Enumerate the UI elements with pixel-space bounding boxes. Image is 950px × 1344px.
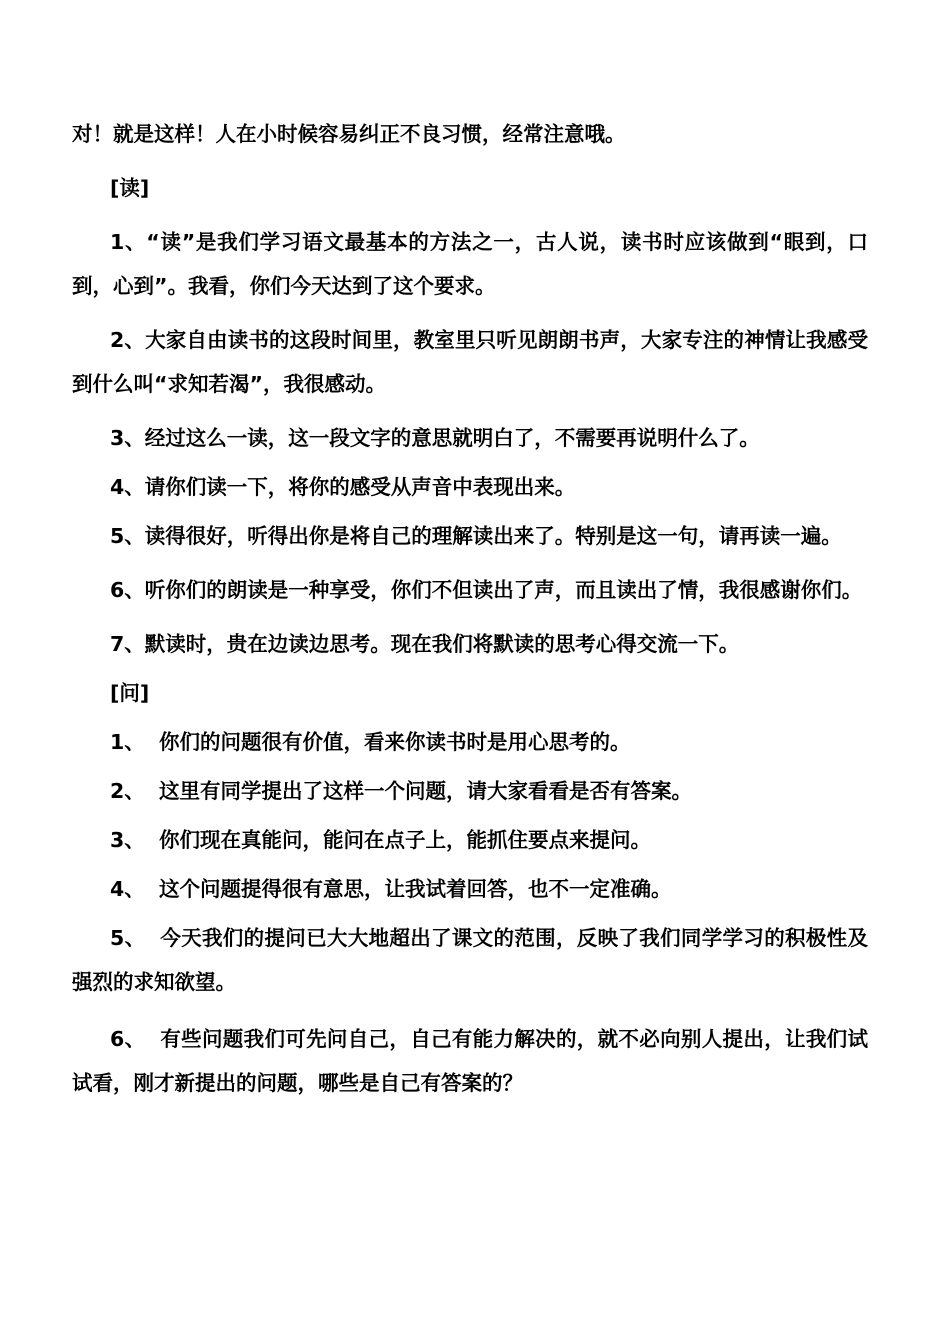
paragraph-read-2: 2、大家自由读书的这段时间里，教室里只听见朗朗书声，大家专注的神情让我感受到什么叫“求知若渴”，我很感动。 — [72, 328, 868, 396]
paragraph-ask-5: 5、 今天我们的提问已大大地超出了课文的范围，反映了我们同学学习的积极性及强烈的求知欲望。 — [72, 926, 868, 994]
paragraph-read-3: 3、经过这么一读，这一段文字的意思就明白了，不需要再说明什么了。 — [110, 426, 760, 450]
paragraph-read-4: 4、请你们读一下，将你的感受从声音中表现出来。 — [110, 475, 576, 499]
section-heading-read: [读] — [110, 176, 150, 200]
paragraph-intro: 对！就是这样！人在小时候容易纠正不良习惯，经常注意哦。 — [72, 122, 626, 146]
paragraph-ask-2: 2、 这里有同学提出了这样一个问题，请大家看看是否有答案。 — [110, 779, 693, 803]
paragraph-read-7: 7、默读时，贵在边读边思考。现在我们将默读的思考心得交流一下。 — [110, 632, 740, 656]
paragraph-read-6: 6、听你们的朗读是一种享受，你们不但读出了声，而且读出了情，我很感谢你们。 — [110, 578, 863, 602]
paragraph-ask-4: 4、 这个问题提得很有意思，让我试着回答，也不一定准确。 — [110, 877, 672, 901]
document-body — [72, 112, 868, 1105]
paragraph-ask-6: 6、 有些问题我们可先问自己，自己有能力解决的，就不必向别人提出，让我们试试看，刚才新提出的问题，哪些是自己有答案的？ — [72, 1027, 868, 1095]
section-heading-ask: [问] — [110, 681, 150, 705]
paragraph-ask-1: 1、 你们的问题很有价值，看来你读书时是用心思考的。 — [110, 730, 631, 754]
paragraph-ask-3: 3、 你们现在真能问，能问在点子上，能抓住要点来提问。 — [110, 828, 652, 852]
paragraph-read-5: 5、读得很好，听得出你是将自己的理解读出来了。特别是这一句，请再读一遍。 — [110, 524, 842, 548]
paragraph-read-1: 1、“读”是我们学习语文最基本的方法之一，古人说，读书时应该做到“眼到，口到，心到”。我看，你们今天达到了这个要求。 — [72, 230, 868, 298]
